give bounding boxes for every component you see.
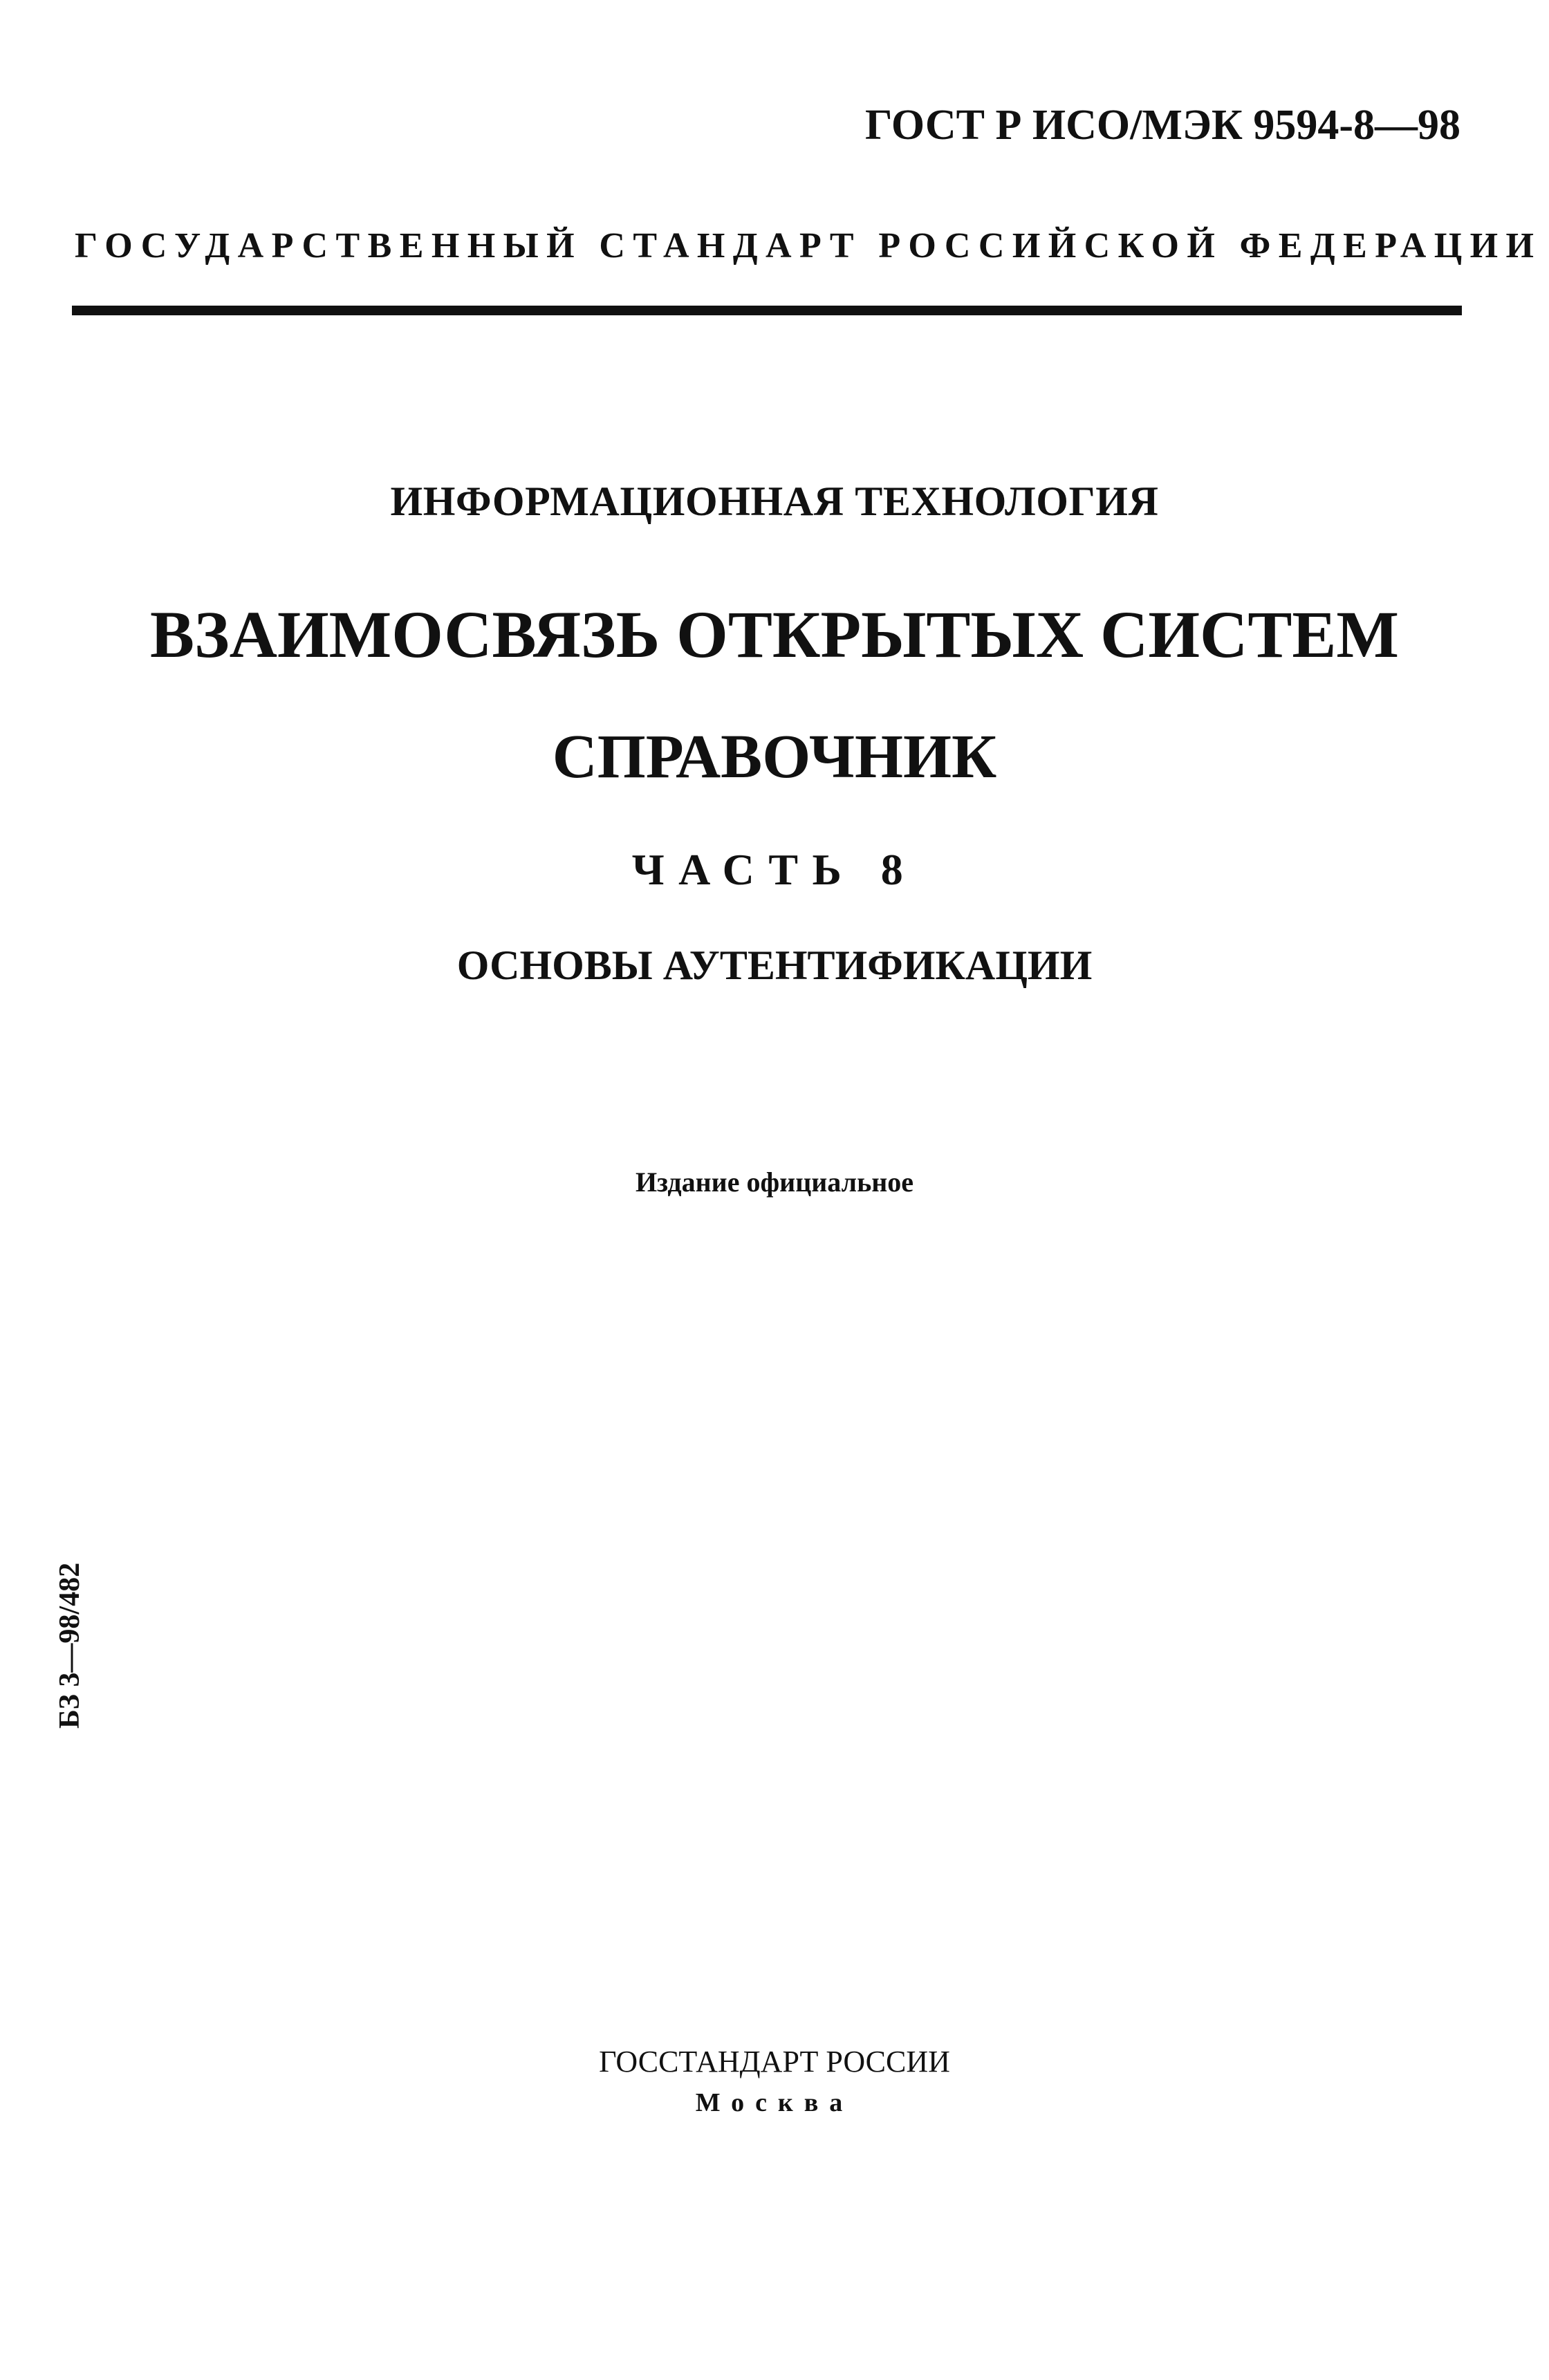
header-rule bbox=[72, 306, 1462, 315]
margin-catalog-code: БЗ 3—98/482 bbox=[54, 1562, 86, 1729]
title-line-open-systems: ВЗАИМОСВЯЗЬ ОТКРЫТЫХ СИСТЕМ bbox=[149, 597, 1400, 671]
title-line-information-technology: ИНФОРМАЦИОННАЯ ТЕХНОЛОГИЯ bbox=[390, 478, 1159, 524]
standard-number: ГОСТ Р ИСО/МЭК 9594-8—98 bbox=[864, 102, 1460, 149]
part-number: ЧАСТЬ 8 bbox=[631, 845, 918, 894]
subtitle-authentication: ОСНОВЫ АУТЕНТИФИКАЦИИ bbox=[456, 942, 1093, 988]
edition-note: Издание официальное bbox=[635, 1166, 914, 1198]
publisher-name: ГОССТАНДАРТ РОССИИ bbox=[599, 2045, 950, 2079]
title-line-directory: СПРАВОЧНИК bbox=[552, 723, 997, 791]
state-standard-heading: ГОСУДАРСТВЕННЫЙ СТАНДАРТ РОССИЙСКОЙ ФЕДЕРАЦИИ bbox=[75, 226, 1542, 266]
publisher-city: Москва bbox=[695, 2088, 854, 2117]
